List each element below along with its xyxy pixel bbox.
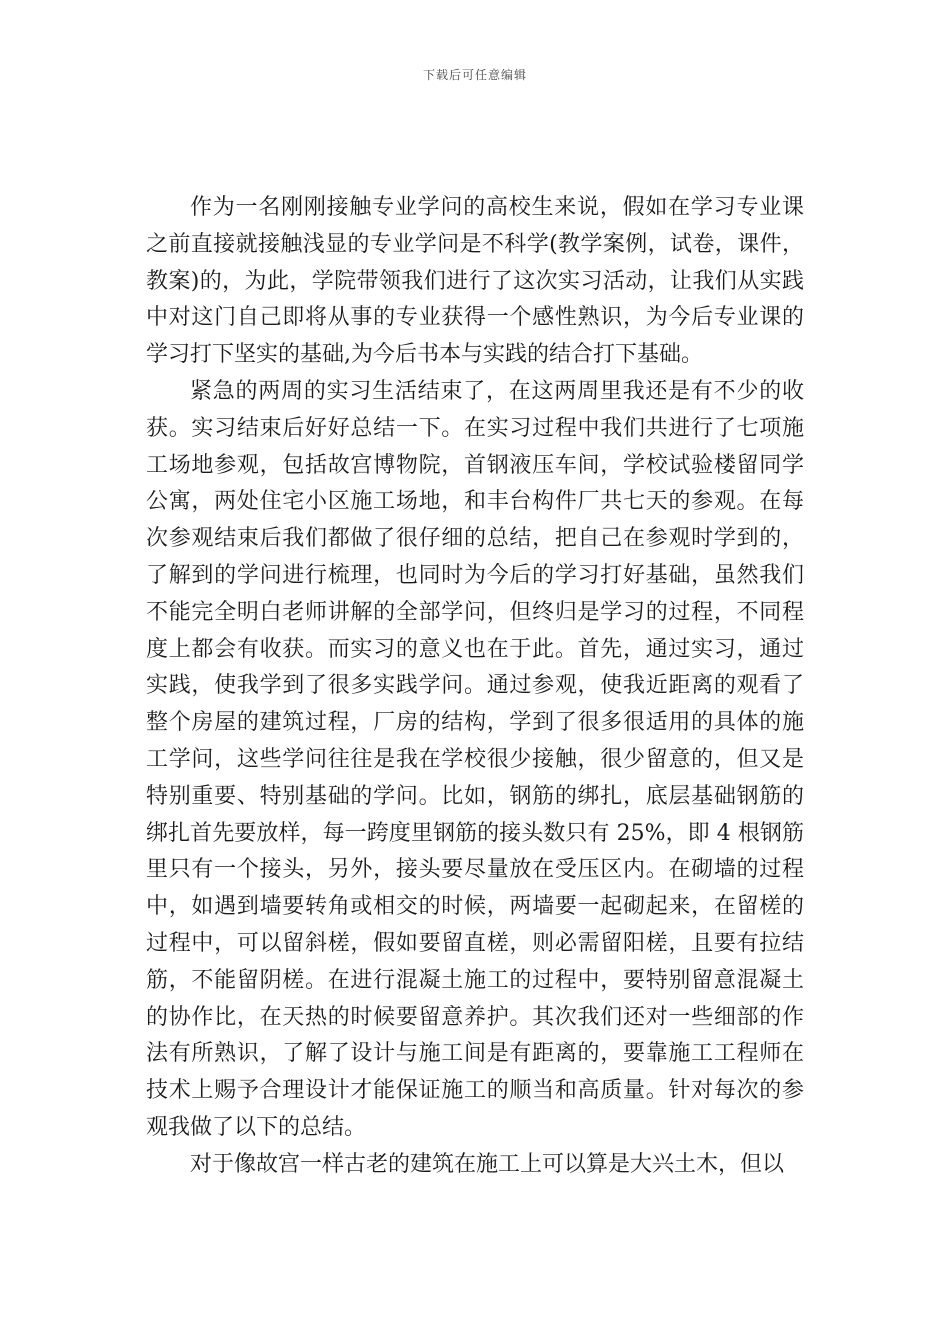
paragraph-intro: 作为一名刚刚接触专业学问的高校生来说，假如在学习专业课之前直接就接触浅显的专业学问是不科学(教学案例，试卷，课件，教案)的，为此，学院带领我们进行了这次实习活动，让我们从实践中对这门自己即将从事的专业获得一个感性熟识，为今后专业课的学习打下坚实的基础,为今后书本与实践的结合打下基础。 [146,195,804,368]
paragraph-internship-summary: 紧急的两周的实习生活结束了，在这两周里我还是有不少的收获。实习结束后好好总结一下。在实习过程中我们共进行了七项施工场地参观，包括故宫博物院，首钢液压车间，学校试验楼留同学公寓，两处住宅小区施工场地，和丰台构件厂共七天的参观。在每次参观结束后我们都做了很仔细的总结，把自己在参观时学到的，了解到的学问进行梳理，也同时为今后的学习打好基础，虽然我们不能完全明白老师讲解的全部学问，但终归是学习的过程，不同程度上都会有收获。而实习的意义也在于此。首先，通过实习，通过实践，使我学到了很多实践学问。通过参观，使我近距离的观看了整个房屋的建筑过程，厂房的结构，学到了很多很适用的具体的施工学问，这些学问往往是我在学校很少接触，很少留意的，但又是特别重要、特别基础的学问。比如，钢筋的绑扎，底层基础钢筋的绑扎首先要放样，每一跨度里钢筋的接头数只有 25%，即 4 根钢筋里只有一个接头，另外，接头要尽量放在受压区内。在砌墙的过程中，如遇到墙要转角或相交的时候，两墙要一起砌起来，在留槎的过程中，可以留斜槎，假如要留直槎，则必需留阳槎，且要有拉结筋，不能留阴槎。在进行混凝土施工的过程中，要特别留意混凝土的协作比，在天热的时候要留意养护。其次我们还对一些细部的作法有所熟识，了解了设计与施工间是有距离的，要靠施工工程师在技术上赐予合理设计才能保证施工的顺当和高质量。针对每次的参观我做了以下的总结。 [146,378,804,1140]
page-header: 下载后可任意编辑 [422,68,527,82]
document-body [146,190,804,1184]
paragraph-forbidden-city: 对于像故宫一样古老的建筑在施工上可以算是大兴土木，但以 [190,1151,785,1177]
